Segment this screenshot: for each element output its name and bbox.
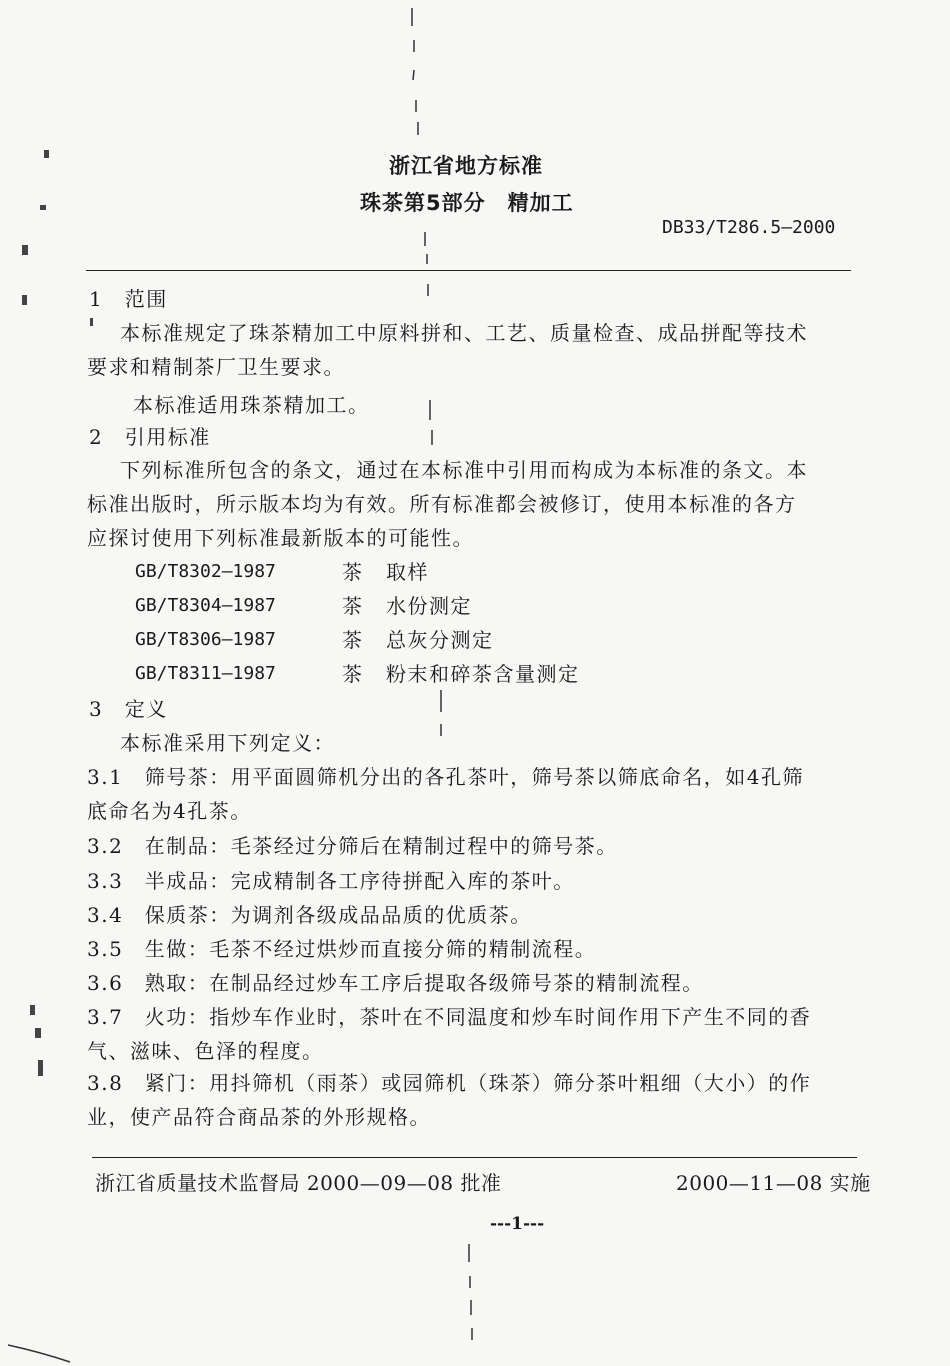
definition-3-7: 3.7 火功：指炒车作业时，茶叶在不同温度和炒车时间作用下产生不同的香 xyxy=(87,1005,812,1029)
reference-code: GB/T8304—1987 xyxy=(135,595,276,616)
document-title: 浙江省地方标准 xyxy=(389,154,543,178)
reference-name: 水份测定 xyxy=(386,594,472,618)
section-1-paragraph-line: 本标准规定了珠茶精加工中原料拼和、工艺、质量检查、成品拼配等技术 xyxy=(120,321,808,345)
reference-category: 茶 xyxy=(342,594,364,618)
reference-name: 取样 xyxy=(386,560,429,584)
reference-code: GB/T8302—1987 xyxy=(135,561,276,582)
definition-3-6: 3.6 熟取：在制品经过炒车工序后提取各级筛号茶的精制流程。 xyxy=(87,971,704,995)
section-3-heading: 3 定义 xyxy=(89,697,168,721)
definition-3-8: 3.8 紧门：用抖筛机（雨茶）或园筛机（珠茶）筛分茶叶粗细（大小）的作 xyxy=(87,1071,812,1095)
definition-3-1-continued: 底命名为4孔茶。 xyxy=(87,799,252,823)
section-1-scope: 本标准适用珠茶精加工。 xyxy=(133,393,370,417)
definition-3-5: 3.5 生做：毛茶不经过烘炒而直接分筛的精制流程。 xyxy=(87,937,597,961)
reference-code: GB/T8311—1987 xyxy=(135,663,276,684)
reference-category: 茶 xyxy=(342,628,364,652)
definition-3-1: 3.1 筛号茶：用平面圆筛机分出的各孔茶叶，筛号茶以筛底命名，如4孔筛 xyxy=(87,765,805,789)
definition-3-8-continued: 业，使产品符合商品茶的外形规格。 xyxy=(87,1105,431,1129)
section-2-paragraph-line: 标准出版时，所示版本均为有效。所有标准都会被修订，使用本标准的各方 xyxy=(87,492,797,516)
reference-name: 总灰分测定 xyxy=(386,628,494,652)
standard-code: DB33/T286.5—2000 xyxy=(662,217,836,238)
definition-3-2: 3.2 在制品：毛茶经过分筛后在精制过程中的筛号茶。 xyxy=(87,834,618,858)
section-2-heading: 2 引用标准 xyxy=(89,425,211,449)
reference-code: GB/T8306—1987 xyxy=(135,629,276,650)
approval-statement: 浙江省质量技术监督局 2000—09—08 批准 xyxy=(95,1171,502,1195)
reference-name: 粉末和碎茶含量测定 xyxy=(386,662,580,686)
reference-category: 茶 xyxy=(342,560,364,584)
page-number: ---1--- xyxy=(490,1214,545,1234)
definition-3-3: 3.3 半成品：完成精制各工序待拼配入库的茶叶。 xyxy=(87,869,575,893)
definition-3-4: 3.4 保质茶：为调剂各级成品品质的优质茶。 xyxy=(87,903,532,927)
implementation-date: 2000—11—08 实施 xyxy=(676,1171,871,1195)
section-1-heading: 1 范围 xyxy=(89,287,168,311)
section-2-paragraph-line: 下列标准所包含的条文，通过在本标准中引用而构成为本标准的条文。本 xyxy=(120,458,808,482)
section-1-paragraph-line: 要求和精制茶厂卫生要求。 xyxy=(87,355,345,379)
definition-3-7-continued: 气、滋味、色泽的程度。 xyxy=(87,1039,324,1063)
reference-category: 茶 xyxy=(342,662,364,686)
section-3-intro: 本标准采用下列定义： xyxy=(120,731,335,755)
section-2-paragraph-line: 应探讨使用下列标准最新版本的可能性。 xyxy=(87,526,474,550)
document-subtitle: 珠茶第5部分 精加工 xyxy=(360,191,574,215)
